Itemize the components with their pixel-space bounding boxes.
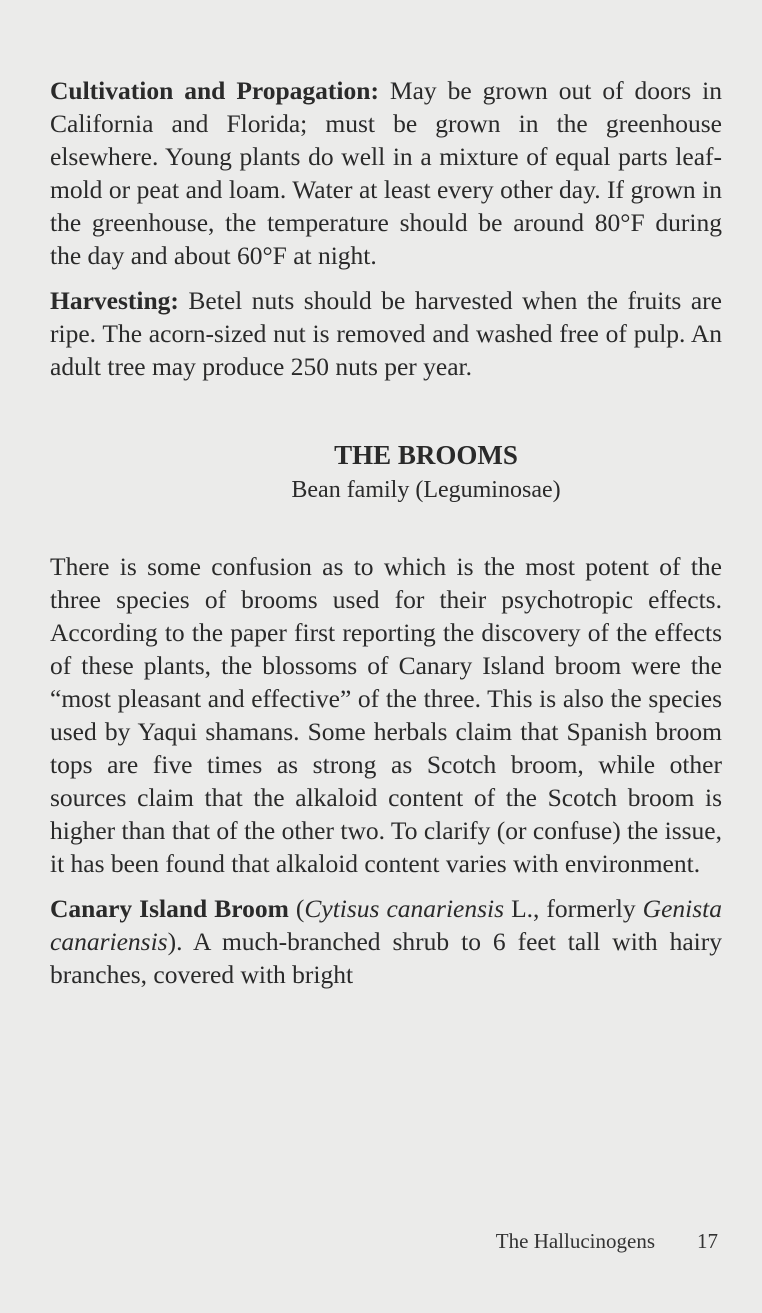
canary-synonym: Genista canariensis	[50, 894, 722, 956]
harvesting-paragraph	[50, 284, 722, 383]
cultivation-text: May be grown out of doors in California and Florida; must be grown in the greenhouse elsewhere. Young plants do well in a mixture of equal parts leaf-mold or peat and loam. Water at least every other day. If grown in the greenhouse, the temperature should be around 80°F during the day and about 60°F at night.	[50, 76, 722, 270]
harvesting-heading: Harvesting:	[50, 286, 179, 315]
section-title: THE BROOMS	[334, 440, 518, 470]
canary-open: (	[288, 894, 305, 923]
canary-mid: L., formerly	[504, 894, 643, 923]
page-footer	[496, 1229, 718, 1254]
canary-paragraph	[50, 892, 722, 991]
harvesting-text: Betel nuts should be harvested when the fruits are ripe. The acorn-sized nut is removed and washed free of pulp. An adult tree may produce 250 nuts per year.	[50, 286, 722, 381]
canary-latin-name: Cytisus canariensis	[304, 894, 505, 923]
section-heading	[50, 438, 722, 506]
page-content	[50, 74, 722, 991]
running-title: The Hallucinogens	[495, 1229, 655, 1253]
canary-heading: Canary Island Broom	[50, 894, 289, 923]
cultivation-paragraph	[50, 74, 722, 272]
canary-text: ). A much-branched shrub to 6 feet tall with hairy branches, covered with bright	[50, 927, 722, 989]
page-number: 17	[697, 1229, 718, 1253]
cultivation-heading: Cultivation and Propagation:	[50, 76, 379, 105]
intro-paragraph: There is some confusion as to which is the most potent of the three species of brooms used for their psychotropic effects. According to the paper first reporting the discovery of the effects of these plants, the blossoms of Canary Island broom were the “most pleasant and effective” of the three. This is also the species used by Yaqui shamans. Some herbals claim that Spanish broom tops are five times as strong as Scotch broom, while other sources claim that the alkaloid content of the Scotch broom is higher than that of the other two. To clarify (or confuse) the issue, it has been found that alkaloid content varies with environment.	[50, 552, 722, 878]
section-subtitle: Bean family (Leguminosae)	[291, 477, 561, 503]
